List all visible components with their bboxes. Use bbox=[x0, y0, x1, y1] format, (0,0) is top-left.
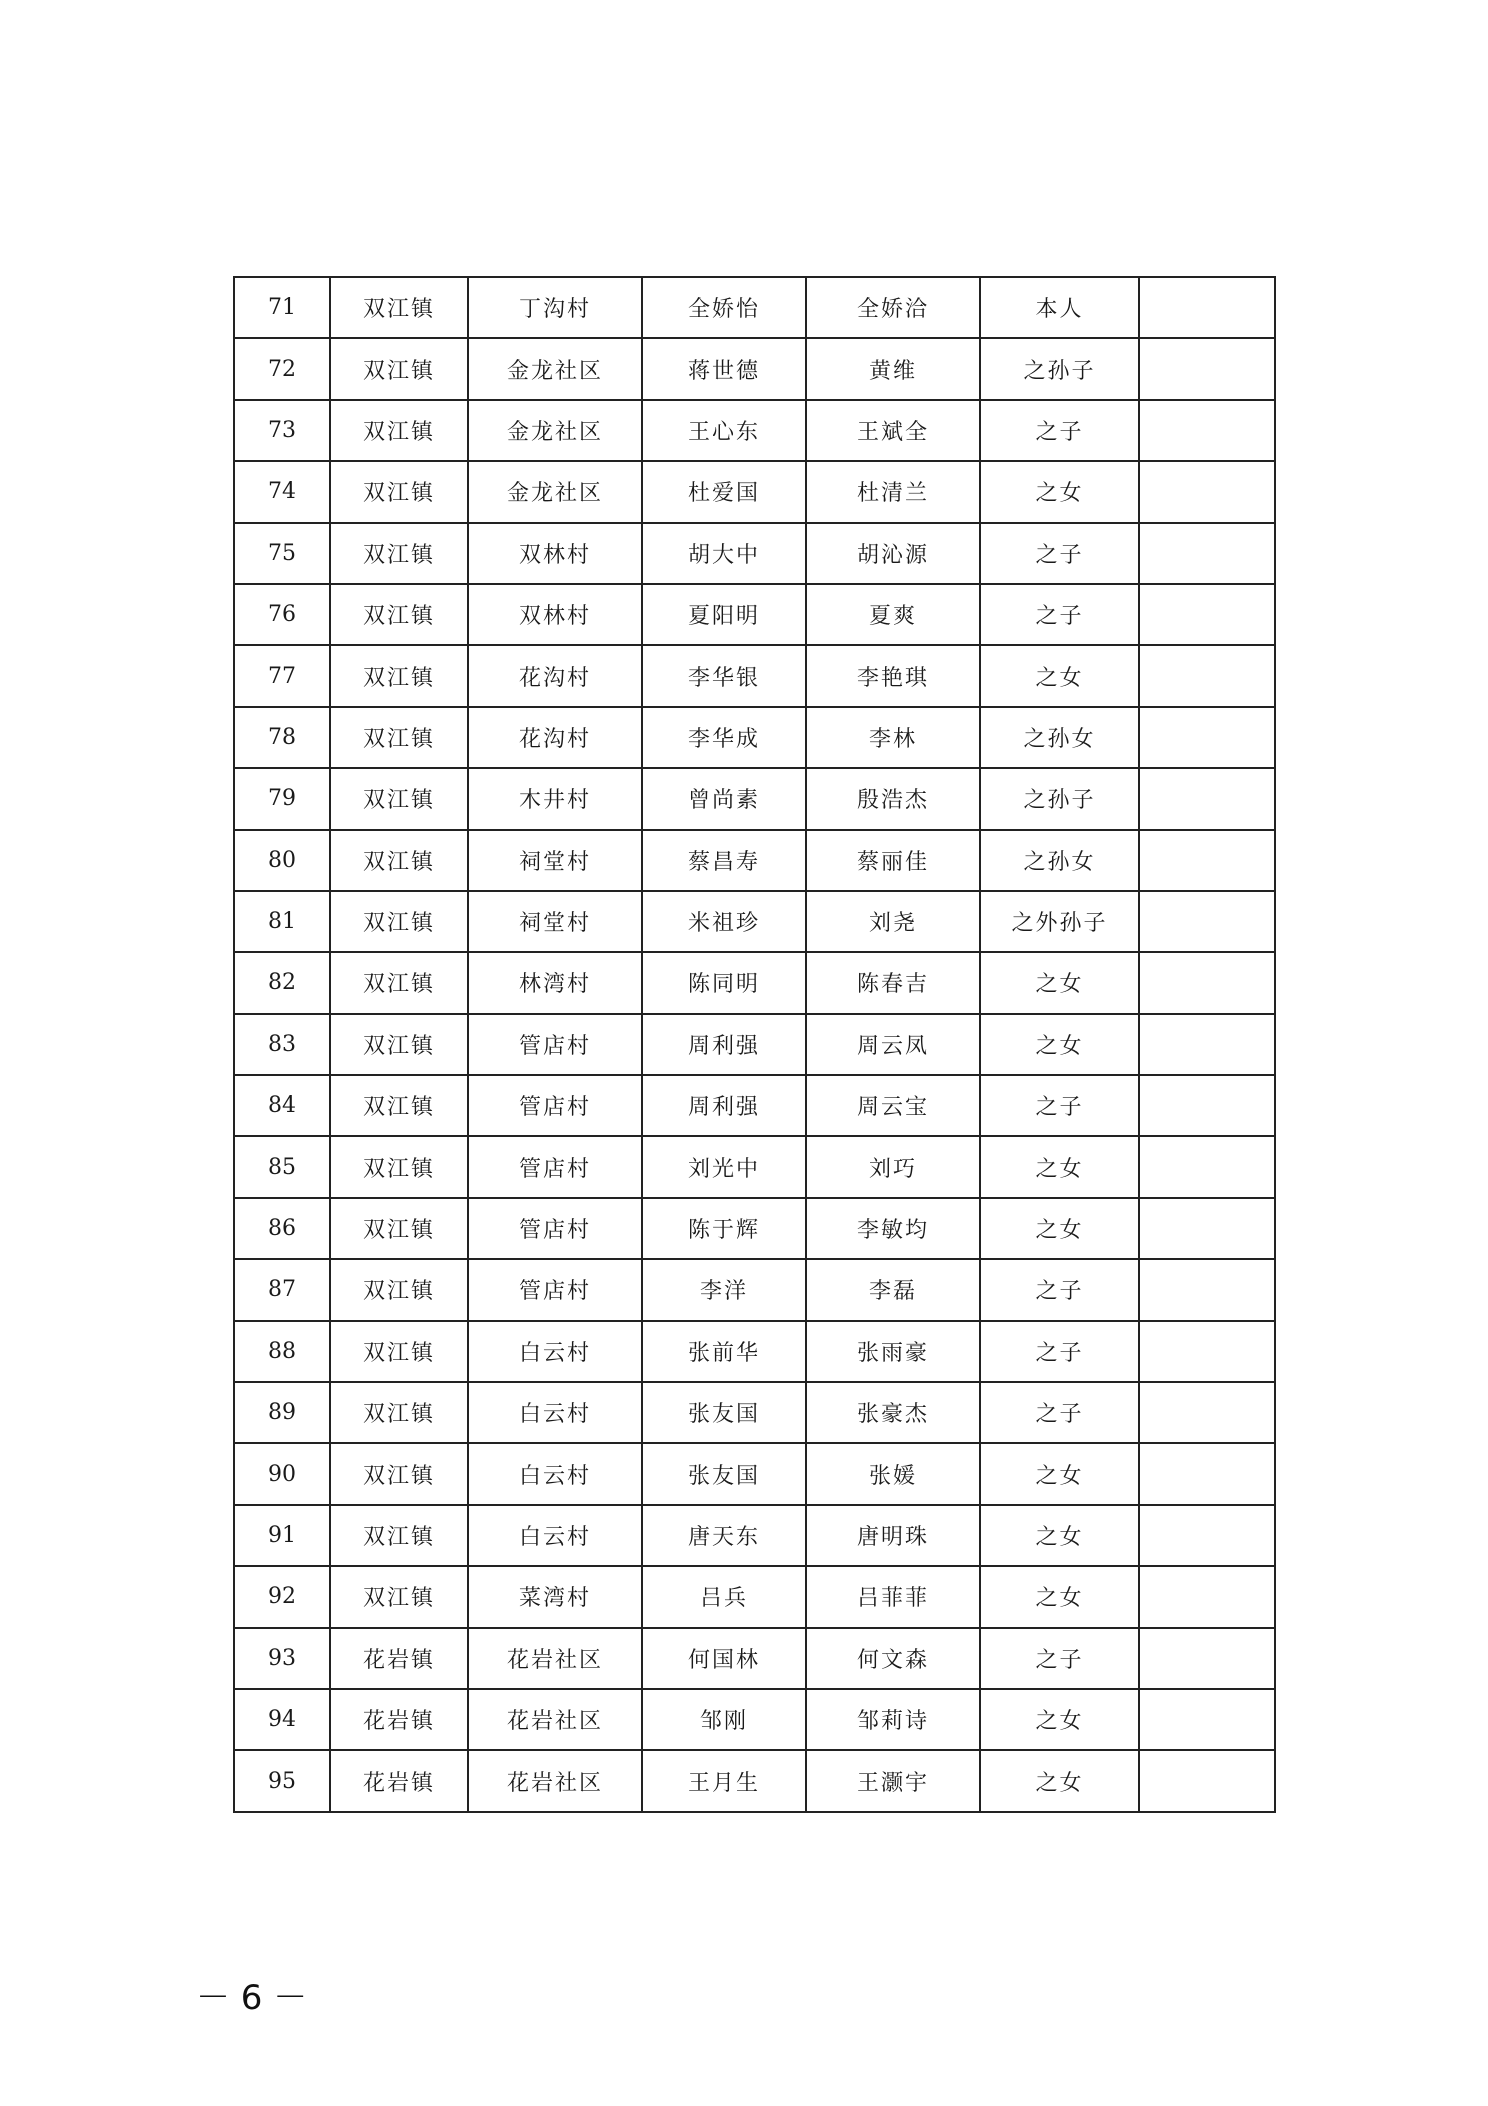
town-cell: 双江镇 bbox=[330, 891, 468, 952]
serial-number-cell: 82 bbox=[234, 952, 330, 1013]
village-cell: 管店村 bbox=[468, 1136, 642, 1197]
relation-cell: 之孙女 bbox=[980, 830, 1139, 891]
remarks-cell bbox=[1139, 461, 1275, 522]
remarks-cell bbox=[1139, 584, 1275, 645]
serial-number-cell: 75 bbox=[234, 523, 330, 584]
relation-cell: 之女 bbox=[980, 1505, 1139, 1566]
applicant-name-cell: 李华银 bbox=[642, 645, 806, 706]
table-row bbox=[234, 400, 1275, 461]
roster-table bbox=[233, 276, 1276, 1813]
recipient-name-cell: 唐明珠 bbox=[806, 1505, 980, 1566]
recipient-name-cell: 殷浩杰 bbox=[806, 768, 980, 829]
town-cell: 双江镇 bbox=[330, 277, 468, 338]
town-cell: 双江镇 bbox=[330, 768, 468, 829]
relation-cell: 之女 bbox=[980, 1014, 1139, 1075]
applicant-name-cell: 吕兵 bbox=[642, 1566, 806, 1627]
remarks-cell bbox=[1139, 1505, 1275, 1566]
village-cell: 花沟村 bbox=[468, 645, 642, 706]
table-row bbox=[234, 830, 1275, 891]
remarks-cell bbox=[1139, 1750, 1275, 1811]
table-row bbox=[234, 768, 1275, 829]
recipient-name-cell: 张豪杰 bbox=[806, 1382, 980, 1443]
recipient-name-cell: 李敏均 bbox=[806, 1198, 980, 1259]
recipient-name-cell: 周云宝 bbox=[806, 1075, 980, 1136]
applicant-name-cell: 周利强 bbox=[642, 1014, 806, 1075]
town-cell: 双江镇 bbox=[330, 523, 468, 584]
remarks-cell bbox=[1139, 891, 1275, 952]
remarks-cell bbox=[1139, 1628, 1275, 1689]
remarks-cell bbox=[1139, 1443, 1275, 1504]
recipient-name-cell: 刘巧 bbox=[806, 1136, 980, 1197]
village-cell: 花沟村 bbox=[468, 707, 642, 768]
applicant-name-cell: 蒋世德 bbox=[642, 338, 806, 399]
relation-cell: 之外孙子 bbox=[980, 891, 1139, 952]
applicant-name-cell: 夏阳明 bbox=[642, 584, 806, 645]
table-row bbox=[234, 1505, 1275, 1566]
town-cell: 双江镇 bbox=[330, 1321, 468, 1382]
village-cell: 管店村 bbox=[468, 1198, 642, 1259]
village-cell: 木井村 bbox=[468, 768, 642, 829]
relation-cell: 之女 bbox=[980, 952, 1139, 1013]
applicant-name-cell: 杜爱国 bbox=[642, 461, 806, 522]
relation-cell: 之子 bbox=[980, 1321, 1139, 1382]
recipient-name-cell: 李磊 bbox=[806, 1259, 980, 1320]
serial-number-cell: 77 bbox=[234, 645, 330, 706]
applicant-name-cell: 何国林 bbox=[642, 1628, 806, 1689]
recipient-name-cell: 胡沁源 bbox=[806, 523, 980, 584]
table-row bbox=[234, 707, 1275, 768]
village-cell: 花岩社区 bbox=[468, 1628, 642, 1689]
serial-number-cell: 88 bbox=[234, 1321, 330, 1382]
table-row bbox=[234, 1443, 1275, 1504]
table-row bbox=[234, 338, 1275, 399]
recipient-name-cell: 张媛 bbox=[806, 1443, 980, 1504]
remarks-cell bbox=[1139, 645, 1275, 706]
relation-cell: 之女 bbox=[980, 461, 1139, 522]
relation-cell: 之子 bbox=[980, 1628, 1139, 1689]
relation-cell: 之女 bbox=[980, 1198, 1139, 1259]
recipient-name-cell: 周云凤 bbox=[806, 1014, 980, 1075]
remarks-cell bbox=[1139, 1136, 1275, 1197]
relation-cell: 之子 bbox=[980, 400, 1139, 461]
table-row bbox=[234, 1750, 1275, 1811]
table-row bbox=[234, 584, 1275, 645]
remarks-cell bbox=[1139, 1075, 1275, 1136]
town-cell: 双江镇 bbox=[330, 461, 468, 522]
village-cell: 金龙社区 bbox=[468, 338, 642, 399]
table-row bbox=[234, 523, 1275, 584]
remarks-cell bbox=[1139, 1198, 1275, 1259]
table-row bbox=[234, 1075, 1275, 1136]
village-cell: 白云村 bbox=[468, 1505, 642, 1566]
roster-table-body bbox=[234, 277, 1275, 1812]
relation-cell: 之女 bbox=[980, 1136, 1139, 1197]
town-cell: 双江镇 bbox=[330, 1075, 468, 1136]
relation-cell: 之子 bbox=[980, 1382, 1139, 1443]
recipient-name-cell: 夏爽 bbox=[806, 584, 980, 645]
relation-cell: 之子 bbox=[980, 1259, 1139, 1320]
town-cell: 双江镇 bbox=[330, 1014, 468, 1075]
remarks-cell bbox=[1139, 1566, 1275, 1627]
relation-cell: 本人 bbox=[980, 277, 1139, 338]
serial-number-cell: 85 bbox=[234, 1136, 330, 1197]
recipient-name-cell: 何文森 bbox=[806, 1628, 980, 1689]
applicant-name-cell: 张前华 bbox=[642, 1321, 806, 1382]
village-cell: 金龙社区 bbox=[468, 461, 642, 522]
village-cell: 双林村 bbox=[468, 523, 642, 584]
applicant-name-cell: 李洋 bbox=[642, 1259, 806, 1320]
recipient-name-cell: 刘尧 bbox=[806, 891, 980, 952]
village-cell: 白云村 bbox=[468, 1321, 642, 1382]
serial-number-cell: 71 bbox=[234, 277, 330, 338]
town-cell: 双江镇 bbox=[330, 1443, 468, 1504]
serial-number-cell: 90 bbox=[234, 1443, 330, 1504]
village-cell: 花岩社区 bbox=[468, 1689, 642, 1750]
applicant-name-cell: 王月生 bbox=[642, 1750, 806, 1811]
serial-number-cell: 92 bbox=[234, 1566, 330, 1627]
relation-cell: 之女 bbox=[980, 1443, 1139, 1504]
relation-cell: 之女 bbox=[980, 1750, 1139, 1811]
serial-number-cell: 79 bbox=[234, 768, 330, 829]
table-row bbox=[234, 1382, 1275, 1443]
serial-number-cell: 80 bbox=[234, 830, 330, 891]
village-cell: 祠堂村 bbox=[468, 891, 642, 952]
relation-cell: 之孙子 bbox=[980, 338, 1139, 399]
village-cell: 白云村 bbox=[468, 1382, 642, 1443]
serial-number-cell: 81 bbox=[234, 891, 330, 952]
town-cell: 双江镇 bbox=[330, 1566, 468, 1627]
recipient-name-cell: 李林 bbox=[806, 707, 980, 768]
town-cell: 花岩镇 bbox=[330, 1750, 468, 1811]
town-cell: 双江镇 bbox=[330, 1505, 468, 1566]
applicant-name-cell: 米祖珍 bbox=[642, 891, 806, 952]
applicant-name-cell: 陈同明 bbox=[642, 952, 806, 1013]
applicant-name-cell: 全娇怡 bbox=[642, 277, 806, 338]
serial-number-cell: 93 bbox=[234, 1628, 330, 1689]
recipient-name-cell: 杜清兰 bbox=[806, 461, 980, 522]
serial-number-cell: 84 bbox=[234, 1075, 330, 1136]
remarks-cell bbox=[1139, 768, 1275, 829]
recipient-name-cell: 王斌全 bbox=[806, 400, 980, 461]
table-row bbox=[234, 1014, 1275, 1075]
village-cell: 花岩社区 bbox=[468, 1750, 642, 1811]
recipient-name-cell: 邹莉诗 bbox=[806, 1689, 980, 1750]
table-row bbox=[234, 1198, 1275, 1259]
relation-cell: 之子 bbox=[980, 523, 1139, 584]
remarks-cell bbox=[1139, 277, 1275, 338]
applicant-name-cell: 张友国 bbox=[642, 1443, 806, 1504]
village-cell: 白云村 bbox=[468, 1443, 642, 1504]
serial-number-cell: 76 bbox=[234, 584, 330, 645]
applicant-name-cell: 胡大中 bbox=[642, 523, 806, 584]
town-cell: 花岩镇 bbox=[330, 1689, 468, 1750]
town-cell: 双江镇 bbox=[330, 1382, 468, 1443]
town-cell: 双江镇 bbox=[330, 952, 468, 1013]
remarks-cell bbox=[1139, 1382, 1275, 1443]
town-cell: 双江镇 bbox=[330, 400, 468, 461]
serial-number-cell: 87 bbox=[234, 1259, 330, 1320]
serial-number-cell: 78 bbox=[234, 707, 330, 768]
applicant-name-cell: 王心东 bbox=[642, 400, 806, 461]
table-row bbox=[234, 1259, 1275, 1320]
table-row bbox=[234, 952, 1275, 1013]
town-cell: 双江镇 bbox=[330, 584, 468, 645]
village-cell: 金龙社区 bbox=[468, 400, 642, 461]
applicant-name-cell: 李华成 bbox=[642, 707, 806, 768]
remarks-cell bbox=[1139, 707, 1275, 768]
serial-number-cell: 89 bbox=[234, 1382, 330, 1443]
relation-cell: 之女 bbox=[980, 1566, 1139, 1627]
village-cell: 管店村 bbox=[468, 1075, 642, 1136]
recipient-name-cell: 黄维 bbox=[806, 338, 980, 399]
applicant-name-cell: 周利强 bbox=[642, 1075, 806, 1136]
remarks-cell bbox=[1139, 1689, 1275, 1750]
table-row bbox=[234, 1566, 1275, 1627]
applicant-name-cell: 曾尚素 bbox=[642, 768, 806, 829]
remarks-cell bbox=[1139, 338, 1275, 399]
recipient-name-cell: 王灏宇 bbox=[806, 1750, 980, 1811]
recipient-name-cell: 吕菲菲 bbox=[806, 1566, 980, 1627]
relation-cell: 之孙女 bbox=[980, 707, 1139, 768]
applicant-name-cell: 邹刚 bbox=[642, 1689, 806, 1750]
remarks-cell bbox=[1139, 400, 1275, 461]
serial-number-cell: 95 bbox=[234, 1750, 330, 1811]
village-cell: 菜湾村 bbox=[468, 1566, 642, 1627]
remarks-cell bbox=[1139, 830, 1275, 891]
table-row bbox=[234, 1136, 1275, 1197]
remarks-cell bbox=[1139, 952, 1275, 1013]
remarks-cell bbox=[1139, 1259, 1275, 1320]
applicant-name-cell: 陈于辉 bbox=[642, 1198, 806, 1259]
town-cell: 双江镇 bbox=[330, 1198, 468, 1259]
town-cell: 双江镇 bbox=[330, 1259, 468, 1320]
relation-cell: 之子 bbox=[980, 1075, 1139, 1136]
page-number: － 6 － bbox=[196, 1978, 308, 2018]
village-cell: 祠堂村 bbox=[468, 830, 642, 891]
serial-number-cell: 72 bbox=[234, 338, 330, 399]
town-cell: 双江镇 bbox=[330, 645, 468, 706]
applicant-name-cell: 刘光中 bbox=[642, 1136, 806, 1197]
applicant-name-cell: 蔡昌寿 bbox=[642, 830, 806, 891]
serial-number-cell: 86 bbox=[234, 1198, 330, 1259]
village-cell: 管店村 bbox=[468, 1259, 642, 1320]
town-cell: 花岩镇 bbox=[330, 1628, 468, 1689]
table-row bbox=[234, 645, 1275, 706]
table-row bbox=[234, 1321, 1275, 1382]
table-row bbox=[234, 277, 1275, 338]
relation-cell: 之子 bbox=[980, 584, 1139, 645]
table-row bbox=[234, 1689, 1275, 1750]
applicant-name-cell: 唐天东 bbox=[642, 1505, 806, 1566]
village-cell: 双林村 bbox=[468, 584, 642, 645]
table-row bbox=[234, 461, 1275, 522]
relation-cell: 之孙子 bbox=[980, 768, 1139, 829]
village-cell: 林湾村 bbox=[468, 952, 642, 1013]
table-row bbox=[234, 891, 1275, 952]
serial-number-cell: 91 bbox=[234, 1505, 330, 1566]
village-cell: 管店村 bbox=[468, 1014, 642, 1075]
remarks-cell bbox=[1139, 1014, 1275, 1075]
town-cell: 双江镇 bbox=[330, 707, 468, 768]
serial-number-cell: 83 bbox=[234, 1014, 330, 1075]
village-cell: 丁沟村 bbox=[468, 277, 642, 338]
recipient-name-cell: 陈春吉 bbox=[806, 952, 980, 1013]
serial-number-cell: 74 bbox=[234, 461, 330, 522]
town-cell: 双江镇 bbox=[330, 338, 468, 399]
remarks-cell bbox=[1139, 1321, 1275, 1382]
table-row bbox=[234, 1628, 1275, 1689]
recipient-name-cell: 李艳琪 bbox=[806, 645, 980, 706]
serial-number-cell: 94 bbox=[234, 1689, 330, 1750]
applicant-name-cell: 张友国 bbox=[642, 1382, 806, 1443]
relation-cell: 之女 bbox=[980, 645, 1139, 706]
recipient-name-cell: 张雨豪 bbox=[806, 1321, 980, 1382]
remarks-cell bbox=[1139, 523, 1275, 584]
recipient-name-cell: 全娇洽 bbox=[806, 277, 980, 338]
town-cell: 双江镇 bbox=[330, 1136, 468, 1197]
town-cell: 双江镇 bbox=[330, 830, 468, 891]
serial-number-cell: 73 bbox=[234, 400, 330, 461]
relation-cell: 之女 bbox=[980, 1689, 1139, 1750]
recipient-name-cell: 蔡丽佳 bbox=[806, 830, 980, 891]
